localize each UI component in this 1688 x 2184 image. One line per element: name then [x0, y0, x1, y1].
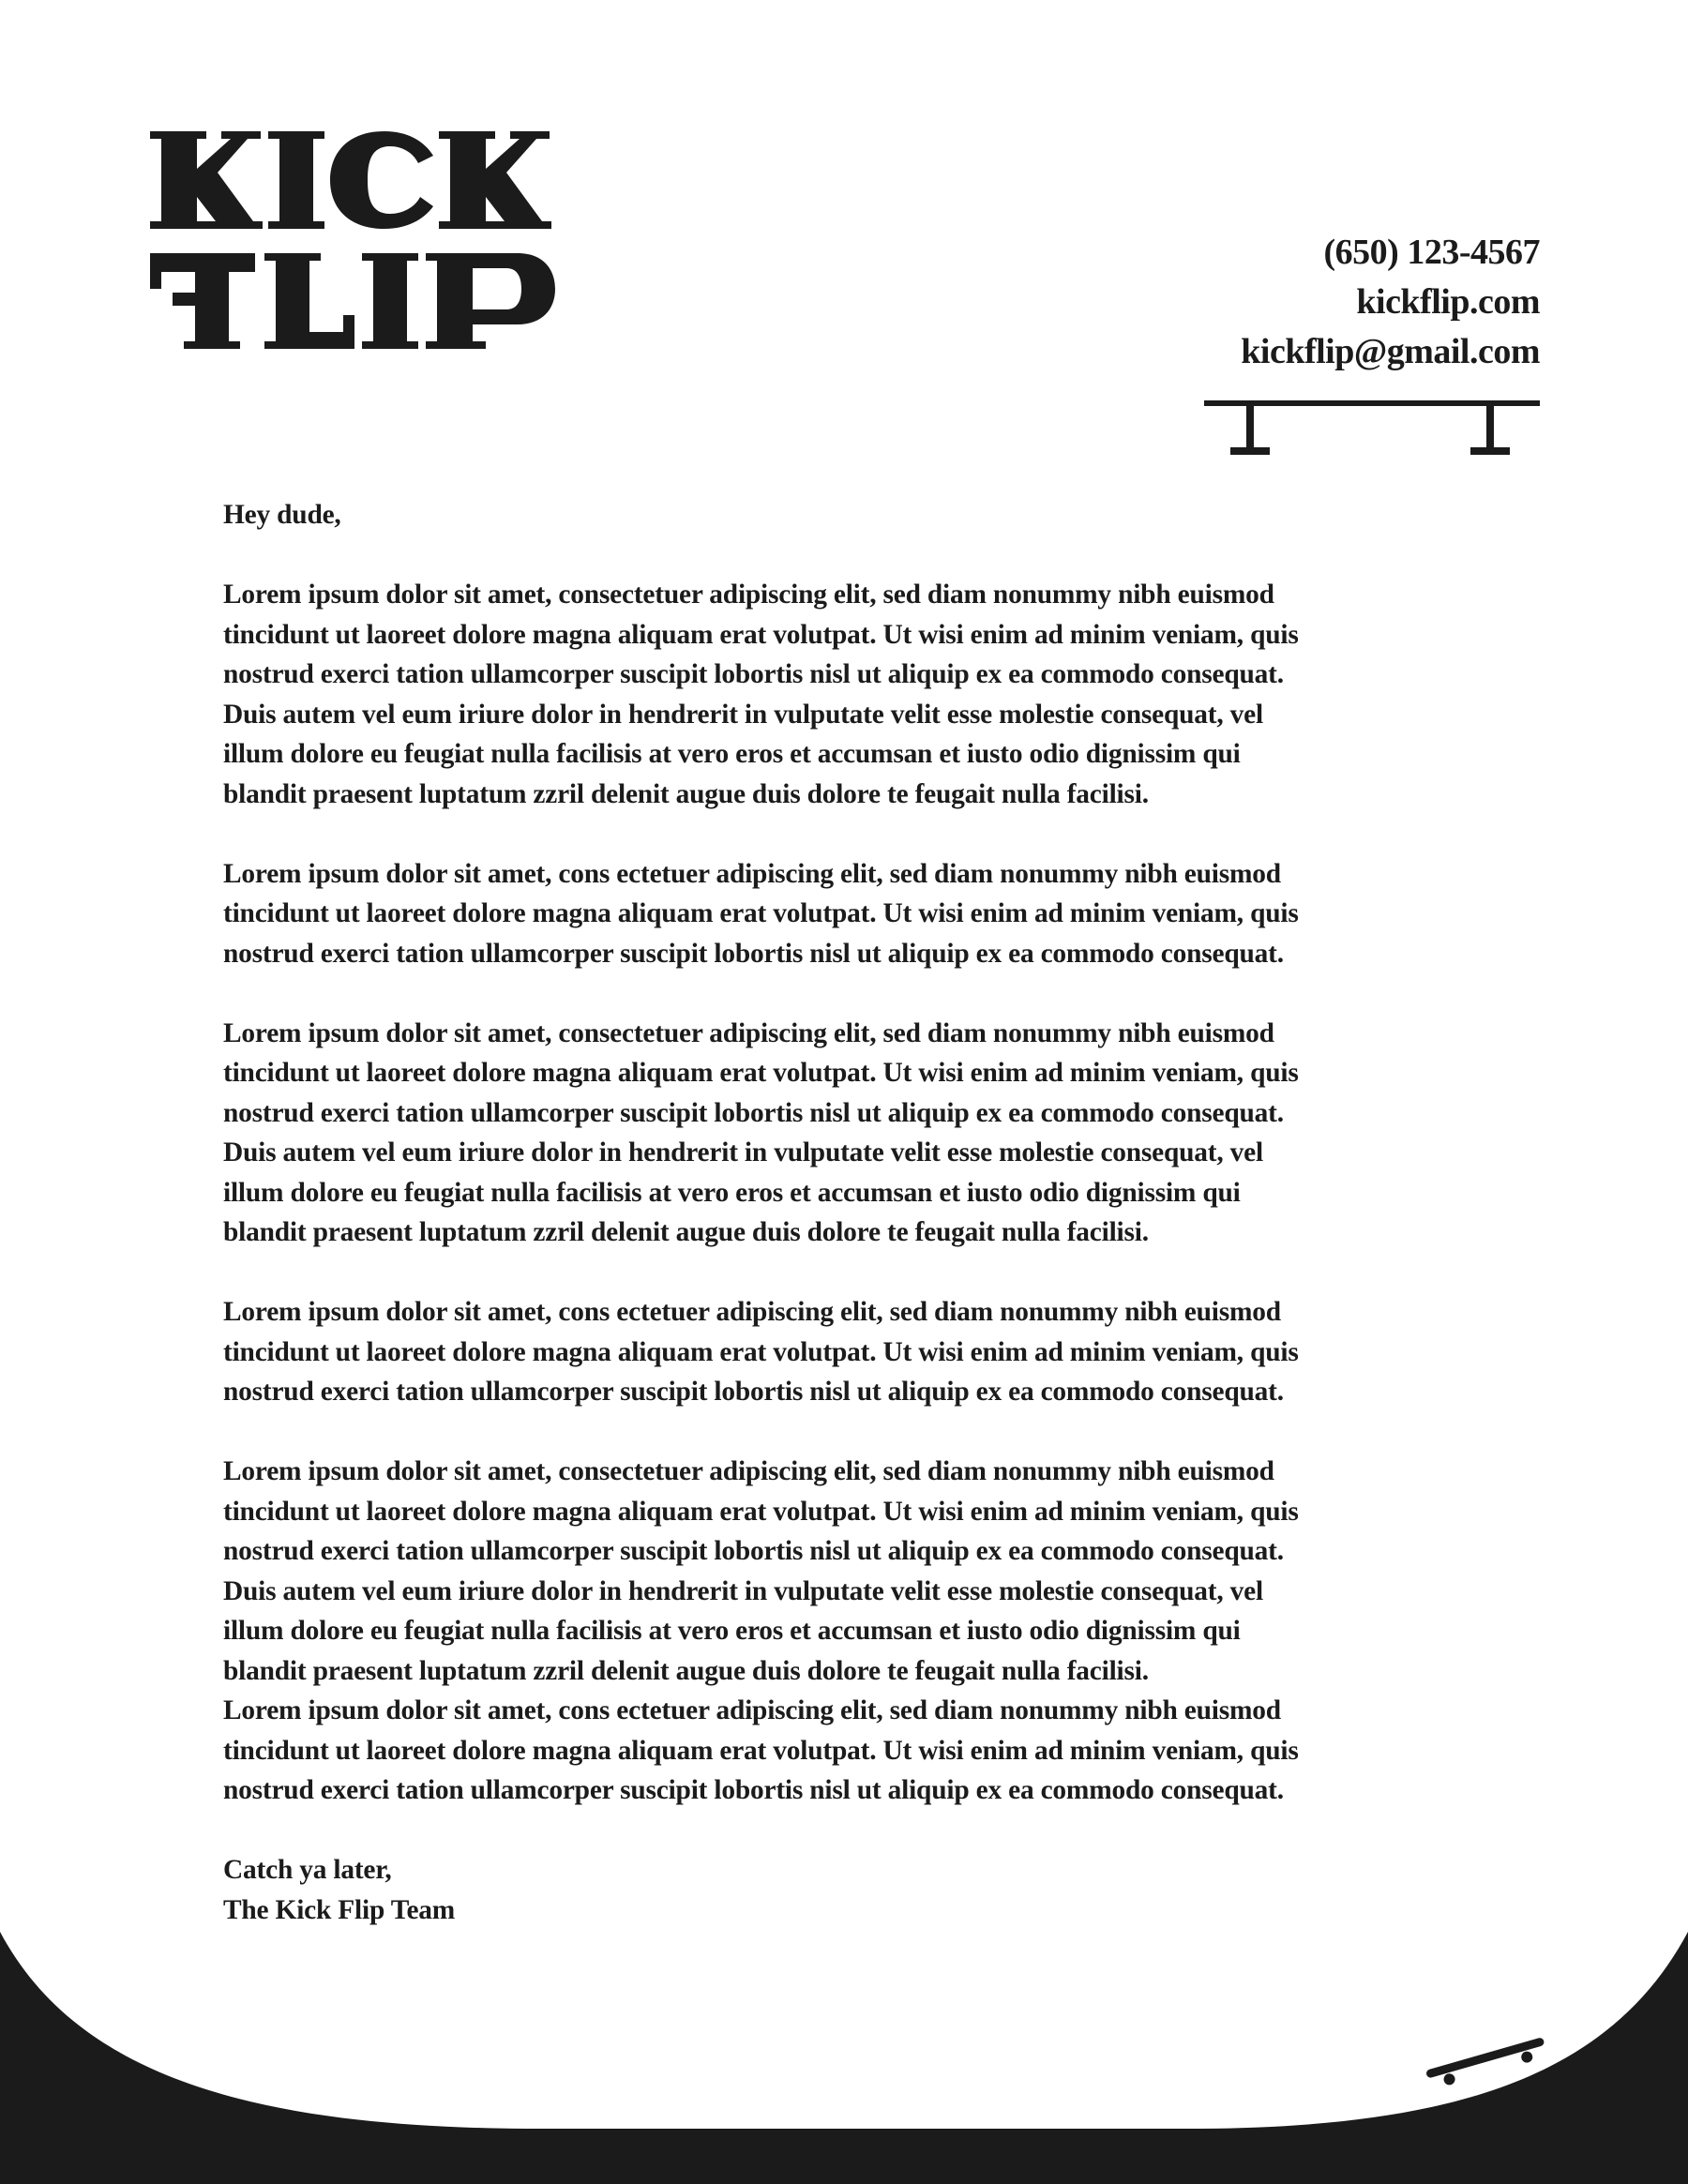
paragraph-line: Lorem ipsum dolor sit amet, consectetuer adipiscing elit, sed diam nonummy nibh euismod	[223, 1017, 1274, 1048]
paragraph-5	[223, 1452, 1461, 1691]
paragraph-line: Lorem ipsum dolor sit amet, cons ectetuer adipiscing elit, sed diam nonummy nibh euismod	[223, 1695, 1281, 1725]
paragraph-line: nostrud exerci tation ullamcorper suscipit lobortis nisl ut aliquip ex ea commodo consequat.	[223, 1097, 1284, 1128]
paragraph-line: tincidunt ut laoreet dolore magna aliquam erat volutpat. Ut wisi enim ad minim veniam, quis	[223, 619, 1299, 650]
footer-ramp	[0, 1913, 1688, 2184]
contact-phone: (650) 123-4567	[1323, 233, 1540, 272]
paragraph-line: illum dolore eu feugiat nulla facilisis at vero eros et accumsan et iusto odio dignissim qui	[223, 1616, 1241, 1646]
paragraph-line: blandit praesent luptatum zzril delenit augue duis dolore te feugait nulla facilisi.	[223, 1655, 1149, 1686]
paragraph-line: tincidunt ut laoreet dolore magna aliquam erat volutpat. Ut wisi enim ad minim veniam, quis	[223, 898, 1299, 928]
paragraph-line: blandit praesent luptatum zzril delenit augue duis dolore te feugait nulla facilisi.	[223, 778, 1149, 809]
paragraph-line: Lorem ipsum dolor sit amet, cons ectetuer adipiscing elit, sed diam nonummy nibh euismod	[223, 1297, 1281, 1327]
paragraph-line: tincidunt ut laoreet dolore magna aliquam erat volutpat. Ut wisi enim ad minim veniam, quis	[223, 1735, 1299, 1766]
paragraph-line: blandit praesent luptatum zzril delenit augue duis dolore te feugait nulla facilisi.	[223, 1217, 1149, 1247]
paragraph-line: Duis autem vel eum iriure dolor in hendrerit in vulputate velit esse molestie consequat, vel	[223, 699, 1263, 730]
kickflip-logo-icon	[150, 131, 600, 366]
closing: Catch ya later,	[223, 1855, 392, 1885]
paragraph-line: nostrud exerci tation ullamcorper suscipit lobortis nisl ut aliquip ex ea commodo consequat.	[223, 1775, 1284, 1805]
signature: The Kick Flip Team	[223, 1894, 456, 1925]
paragraph-line: nostrud exerci tation ullamcorper suscipit lobortis nisl ut aliquip ex ea commodo consequat.	[223, 1377, 1284, 1407]
paragraph-line: Duis autem vel eum iriure dolor in hendrerit in vulputate velit esse molestie consequat, vel	[223, 1575, 1263, 1606]
paragraph-line: tincidunt ut laoreet dolore magna aliquam erat volutpat. Ut wisi enim ad minim veniam, quis	[223, 1058, 1299, 1088]
paragraph-line: nostrud exerci tation ullamcorper suscipit lobortis nisl ut aliquip ex ea commodo consequat.	[223, 938, 1284, 969]
paragraph-line: Lorem ipsum dolor sit amet, cons ectetuer adipiscing elit, sed diam nonummy nibh euismod	[223, 858, 1281, 889]
paragraph-line: Lorem ipsum dolor sit amet, consectetuer adipiscing elit, sed diam nonummy nibh euismod	[223, 1456, 1274, 1486]
paragraph-6	[223, 1691, 1461, 1811]
paragraph-line: nostrud exerci tation ullamcorper suscipit lobortis nisl ut aliquip ex ea commodo consequat.	[223, 1536, 1284, 1566]
paragraph-line: Lorem ipsum dolor sit amet, consectetuer adipiscing elit, sed diam nonummy nibh euismod	[223, 580, 1274, 610]
paragraph-line: Duis autem vel eum iriure dolor in hendrerit in vulputate velit esse molestie consequat, vel	[223, 1137, 1263, 1167]
paragraph-line: illum dolore eu feugiat nulla facilisis at vero eros et accumsan et iusto odio dignissim qui	[223, 739, 1241, 769]
paragraph-line: nostrud exerci tation ullamcorper suscipit lobortis nisl ut aliquip ex ea commodo consequat.	[223, 659, 1284, 689]
contact-website[interactable]: kickflip.com	[1356, 282, 1540, 322]
greeting: Hey dude,	[223, 500, 341, 530]
grind-rail-icon	[1204, 400, 1540, 457]
paragraph-4	[223, 1292, 1461, 1412]
paragraph-3	[223, 1014, 1461, 1253]
paragraph-line: tincidunt ut laoreet dolore magna aliquam erat volutpat. Ut wisi enim ad minim veniam, quis	[223, 1336, 1299, 1367]
paragraph-line: illum dolore eu feugiat nulla facilisis at vero eros et accumsan et iusto odio dignissim qui	[223, 1177, 1241, 1208]
paragraph-line: tincidunt ut laoreet dolore magna aliquam erat volutpat. Ut wisi enim ad minim veniam, quis	[223, 1496, 1299, 1527]
paragraph-2	[223, 854, 1461, 974]
paragraph-1	[223, 575, 1461, 814]
contact-email[interactable]: kickflip@gmail.com	[1241, 332, 1540, 371]
kickflip-logo	[150, 131, 600, 366]
contact-block	[1015, 228, 1540, 377]
letter-body	[223, 495, 1461, 1930]
